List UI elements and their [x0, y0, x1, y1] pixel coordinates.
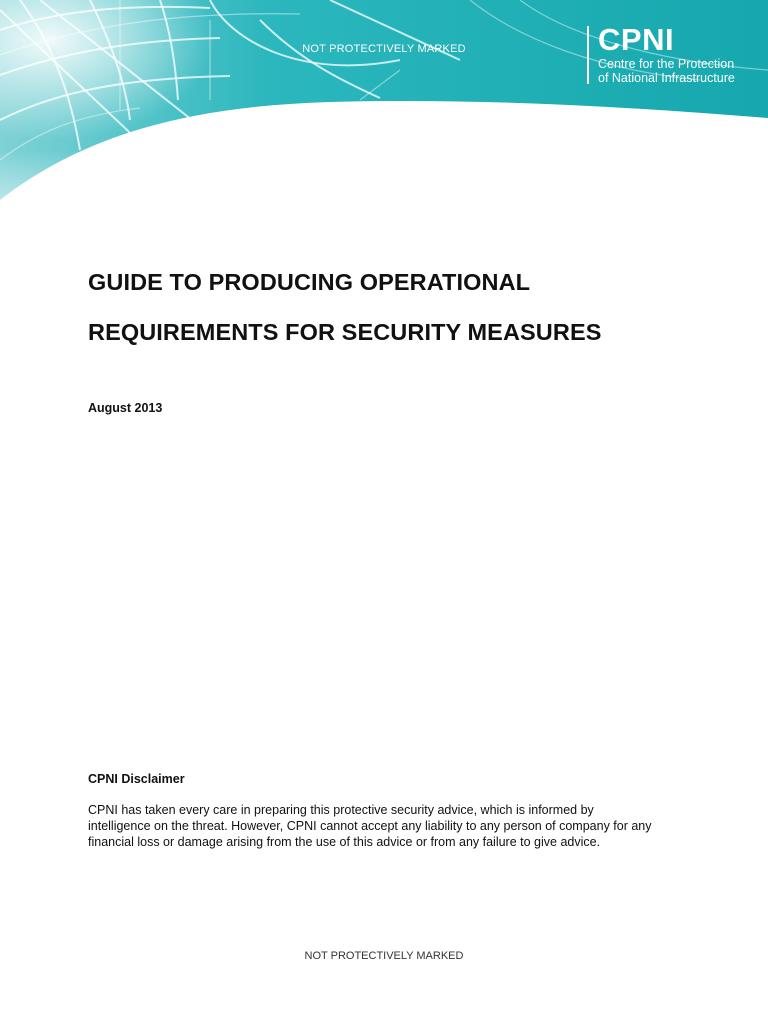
logo-acronym: CPNI: [598, 22, 675, 57]
disclaimer-line-2: intelligence on the threat. However, CPNI cannot accept any liability to any person of company for any: [88, 819, 652, 833]
logo-tagline-line1: Centre for the Protection: [598, 57, 735, 71]
disclaimer-text: [88, 802, 688, 850]
disclaimer-line-1: CPNI has taken every care in preparing this protective security advice, which is informed by: [88, 803, 594, 817]
disclaimer-heading: CPNI Disclaimer: [88, 772, 185, 786]
classification-header: NOT PROTECTIVELY MARKED: [302, 43, 466, 55]
classification-footer: NOT PROTECTIVELY MARKED: [304, 950, 464, 962]
title-line-2: REQUIREMENTS FOR SECURITY MEASURES: [88, 319, 602, 345]
publication-date: August 2013: [88, 401, 163, 415]
cpni-logo: [587, 24, 757, 86]
title-line-1: GUIDE TO PRODUCING OPERATIONAL: [88, 269, 531, 295]
document-title: [88, 257, 708, 357]
logo-tagline-line2: of National Infrastructure: [598, 71, 735, 85]
logo-divider: [587, 26, 589, 84]
disclaimer-line-3: financial loss or damage arising from the use of this advice or from any failure to give advice.: [88, 835, 601, 849]
